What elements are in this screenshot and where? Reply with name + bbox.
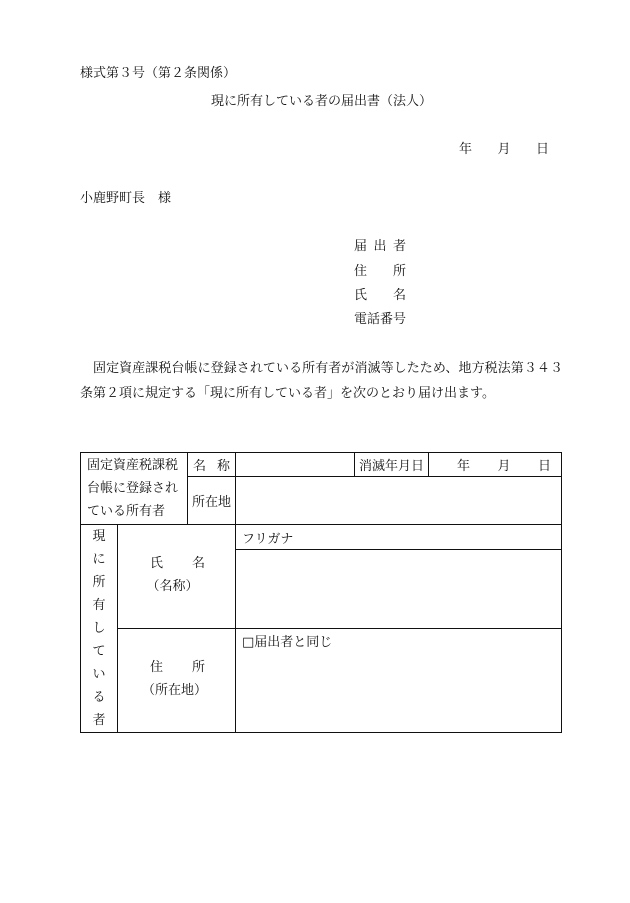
registered-owner-label (81, 453, 188, 525)
person-address-char: 所 (192, 660, 206, 676)
vertical-char: 現 (92, 529, 106, 544)
registered-name-field[interactable] (236, 453, 355, 477)
person-address-char: 住 (150, 660, 164, 676)
vertical-char: る (92, 690, 106, 705)
vertical-char: 者 (92, 713, 106, 728)
person-name-char: 氏 (150, 556, 164, 572)
same-as-filer-checkbox[interactable]: □届出者と同じ (242, 634, 333, 650)
filer-char: 届 (354, 239, 368, 254)
extinction-date-field[interactable] (429, 453, 562, 477)
extinction-day-label: 日 (537, 459, 551, 474)
applicant-phone-label: 電話番号 (354, 312, 407, 327)
applicant-filer-label (354, 239, 406, 255)
filer-char: 出 (373, 239, 387, 254)
filer-char: 者 (392, 239, 406, 254)
date-year-label: 年 (459, 142, 473, 157)
name-char: 氏 (354, 288, 368, 303)
owner-table (80, 452, 562, 733)
registered-owner-line: 固定資産税課税 (87, 458, 179, 473)
vertical-char: 有 (92, 598, 106, 613)
date-month-label: 月 (497, 142, 511, 157)
person-name-char: 名 (192, 556, 206, 572)
person-name-sub: （名称） (146, 579, 199, 595)
person-address-label (118, 628, 236, 732)
location-label: 所在地 (188, 477, 236, 525)
applicant-address-label (354, 264, 406, 280)
submission-date (459, 142, 549, 158)
name-char: 名 (392, 288, 406, 303)
furigana-label: フリガナ (236, 525, 562, 550)
vertical-char: し (92, 621, 106, 636)
extinction-date-label: 消滅年月日 (355, 453, 429, 477)
form-number: 様式第３号（第２条関係） (80, 66, 237, 81)
address-char: 所 (392, 264, 406, 279)
address-char: 住 (354, 264, 368, 279)
intro-line-2: 条第２項に規定する「現に所有している者」を次のとおり届け出ます。 (80, 386, 495, 401)
vertical-char: 所 (92, 575, 106, 590)
registered-location-field[interactable] (236, 477, 562, 525)
intro-line-1: 固定資産課税台帳に登録されている所有者が消滅等したため、地方税法第３４３ (93, 361, 563, 376)
vertical-char: に (92, 552, 106, 567)
applicant-name-label (354, 288, 406, 304)
extinction-month-label: 月 (497, 459, 511, 474)
name-label-char: 名 (193, 459, 207, 474)
addressee: 小鹿野町長 様 (80, 191, 172, 206)
person-name-field[interactable] (236, 550, 562, 629)
name-label-char: 称 (217, 459, 231, 474)
date-day-label: 日 (535, 142, 549, 157)
extinction-year-label: 年 (457, 459, 471, 474)
name-label-cell (188, 453, 236, 477)
registered-owner-line: 台帳に登録され (87, 481, 179, 496)
person-name-label (118, 525, 236, 629)
document-title: 現に所有している者の届出書（法人） (211, 94, 433, 109)
person-address-field[interactable] (236, 628, 562, 732)
registered-owner-line: ている所有者 (87, 504, 166, 519)
vertical-char: て (92, 644, 106, 659)
intro-paragraph (80, 356, 563, 406)
current-owner-vertical-label (81, 525, 118, 733)
vertical-char: い (92, 667, 106, 682)
person-address-sub: （所在地） (142, 683, 208, 699)
